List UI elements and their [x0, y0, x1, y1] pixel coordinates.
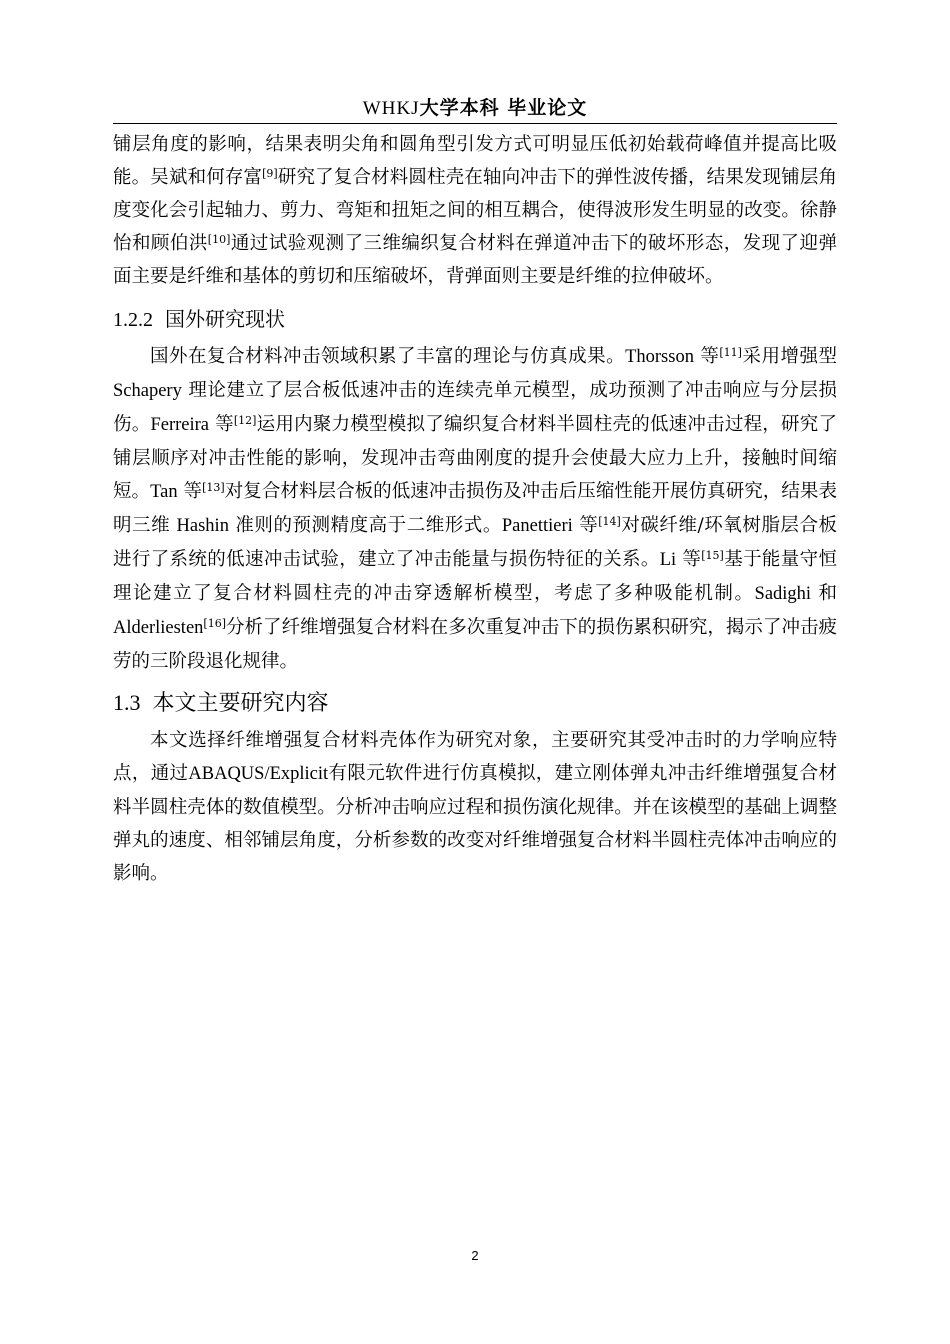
- citation: [11]: [719, 346, 742, 359]
- author-name: Thorsson: [625, 347, 694, 367]
- paragraph-domestic-continued: [113, 128, 837, 293]
- citation: [13]: [202, 481, 225, 494]
- text-run: 本文选择纤维增强复合材料壳体作为研究对象，主要研究其受冲击时的力学响应特点，通过: [113, 730, 837, 784]
- text-run: 理论建立了层合板低速冲击的连续壳单元模型，成功预测了冲击响应与分层损伤。: [113, 380, 837, 435]
- author-name: Alderliesten: [113, 618, 204, 638]
- section-heading-1-2-2: [113, 304, 837, 335]
- paragraph-foreign-research: [113, 340, 837, 678]
- text-run: 对碳纤维/环氧树脂层合板进行了系统的低速冲击试验，建立了冲击能量与损伤特征的关系。: [113, 515, 837, 570]
- header-latin: WHKJ: [362, 98, 420, 119]
- software-name: ABAQUS/Explicit: [188, 764, 329, 784]
- header-rule: [113, 123, 837, 124]
- text-run: 研究了复合材料圆柱壳在轴向冲击下的弹性波传播，结果发现铺层角度变化会引起轴力、剪力、弯矩和扭矩之间的相互耦合，使得波形发生明显的改变。徐静怡和顾伯洪: [113, 167, 837, 254]
- author-name: Sadighi: [754, 584, 812, 604]
- text-run: 对复合材料层合板的低速冲击损伤及冲击后压缩性能开展仿真研究，结果表明三维: [113, 481, 837, 536]
- term: Hashin: [176, 516, 229, 536]
- paragraph-research-content: [113, 724, 837, 890]
- text-run: 国外在复合材料冲击领域积累了丰富的理论与仿真成果。: [150, 346, 626, 367]
- text-run: 基于能量守恒理论建立了复合材料圆柱壳的冲击穿透解析模型，考虑了多种吸能机制。: [113, 549, 837, 604]
- section-heading-1-3: [113, 688, 837, 719]
- text-run: 等: [676, 549, 702, 570]
- section-title: 本文主要研究内容: [152, 691, 329, 716]
- text-run: 铺层角度的影响，结果表明尖角和圆角型引发方式可明显压低初始载荷峰值并提高比吸能。吴斌和何存富: [113, 134, 837, 188]
- citation: [14]: [598, 515, 621, 528]
- section-number: 1.3: [113, 690, 141, 715]
- author-name: Ferreira: [150, 415, 210, 435]
- text-run: 和: [811, 583, 837, 604]
- text-run: 等: [693, 346, 720, 367]
- section-title: 国外研究现状: [165, 307, 285, 331]
- document-body: [113, 128, 837, 890]
- author-name: Panettieri: [501, 516, 573, 536]
- text-run: 准则的预测精度高于二维形式。: [228, 515, 502, 536]
- text-run: 等: [177, 481, 203, 502]
- page-number: 2: [471, 1248, 479, 1263]
- text-run: 分析了纤维增强复合材料在多次重复冲击下的损伤累积研究，揭示了冲击疲劳的三阶段退化规律。: [113, 617, 837, 672]
- text-run: 等: [572, 515, 599, 536]
- term: Schapery: [113, 381, 182, 401]
- text-run: 运用内聚力模型模拟了编织复合材料半圆柱壳的低速冲击过程，研究了铺层顺序对冲击性能的影响，发现冲击弯曲刚度的提升会使最大应力上升，接触时间缩短。: [113, 414, 837, 502]
- citation: [10]: [207, 233, 231, 246]
- author-name: Li: [659, 550, 677, 570]
- citation: [9]: [262, 167, 278, 180]
- text-run: 采用增强型: [741, 346, 837, 367]
- text-run: 等: [209, 414, 234, 435]
- citation: [12]: [233, 414, 257, 427]
- author-name: Tan: [150, 482, 178, 502]
- section-number: 1.2.2: [113, 309, 153, 331]
- page-header: [0, 93, 950, 120]
- text-run: 有限元软件进行仿真模拟，建立刚体弹丸冲击纤维增强复合材料半圆柱壳体的数值模型。分析冲击响应过程和损伤演化规律。并在该模型的基础上调整弹丸的速度、相邻铺层角度，分析参数的改变对纤维增强复合材料半圆柱壳体冲击响应的影响。: [113, 763, 837, 884]
- citation: [15]: [701, 549, 724, 562]
- citation: [16]: [203, 617, 227, 630]
- text-run: 通过试验观测了三维编织复合材料在弹道冲击下的破坏形态，发现了迎弹面主要是纤维和基体的剪切和压缩破坏，背弹面则主要是纤维的拉伸破坏。: [113, 233, 837, 287]
- header-title: 大学本科 毕业论文: [419, 97, 588, 119]
